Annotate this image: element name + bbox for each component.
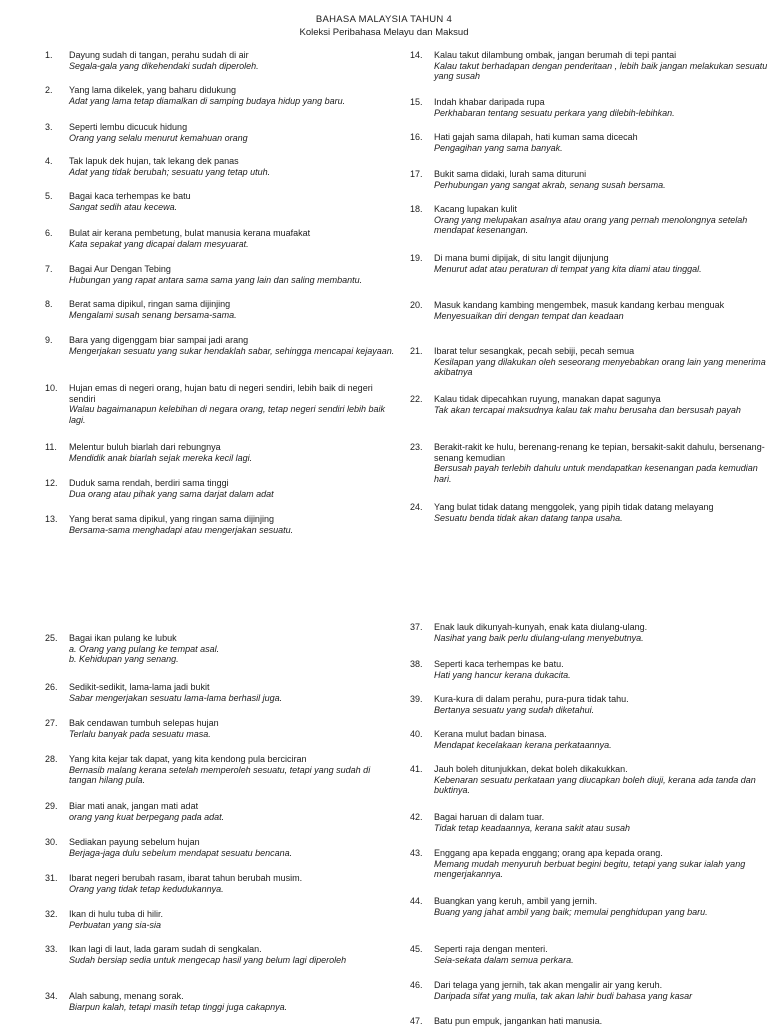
item-number: 40. [410, 729, 423, 739]
meaning-text: Sesuatu benda tidak akan datang tanpa usaha. [434, 512, 623, 523]
item-body [69, 991, 399, 1012]
meaning-text: Mengalami susah senang bersama-sama. [69, 309, 237, 320]
proverb-text: Berakit-rakit ke hulu, berenang-renang ke tepian, bersakit-sakit dahulu, bersenang-senang kemudian [434, 442, 765, 463]
item-body [69, 873, 399, 894]
proverb-text: Alah sabung, menang sorak. [69, 991, 184, 1001]
proverb-text: Kerana mulut badan binasa. [434, 729, 547, 739]
item-body [434, 300, 768, 321]
item-number: 9. [45, 335, 53, 345]
item-body [69, 191, 399, 212]
meaning-text: Walau bagaimanapun kelebihan di negara orang, tetap negeri sendiri lebih baik lagi. [69, 404, 386, 425]
meaning-text: Perhubungan yang sangat akrab, senang susah bersama. [434, 179, 666, 190]
item-body [434, 502, 768, 523]
item-body [69, 944, 399, 965]
item-number: 44. [410, 896, 423, 906]
meaning-text: Nasihat yang baik perlu diulang-ulang menyebutnya. [434, 632, 644, 643]
meaning-text: Bertanya sesuatu yang sudah diketahui. [434, 704, 595, 715]
meaning-text: Sudah bersiap sedia untuk mengecap hasil yang belum lagi diperoleh [69, 954, 347, 965]
item-body [69, 754, 399, 786]
proverb-text: Buangkan yang keruh, ambil yang jernih. [434, 896, 598, 906]
item-body [69, 228, 399, 249]
meaning-text: Hubungan yang rapat antara sama sama yang lain dan saling membantu. [69, 274, 363, 285]
item-body [69, 837, 399, 858]
item-body [434, 659, 768, 680]
item-body [434, 50, 768, 82]
item-body [434, 812, 768, 833]
item-number: 19. [410, 253, 423, 263]
proverb-text: Kalau tidak dipecahkan ruyung, manakan dapat sagunya [434, 394, 661, 404]
item-body [69, 85, 399, 106]
meaning-text: Kalau takut berhadapan dengan penderitaan , lebih baik jangan melakukan sesuatu yang susah [434, 60, 768, 81]
meaning-text: Tidak tetap keadaannya, kerana sakit atau susah [434, 822, 631, 833]
proverb-text: Di mana bumi dipijak, di situ langit dijunjung [434, 253, 609, 263]
item-number: 12. [45, 478, 58, 488]
item-number: 5. [45, 191, 53, 201]
item-number: 23. [410, 442, 423, 452]
item-number: 10. [45, 383, 58, 393]
item-number: 39. [410, 694, 423, 704]
meaning-text: Pengagihan yang sama banyak. [434, 142, 563, 153]
proverb-text: Melentur buluh biarlah dari rebungnya [69, 442, 221, 452]
proverb-text: Masuk kandang kambing mengembek, masuk kandang kerbau menguak [434, 300, 725, 310]
item-number: 46. [410, 980, 423, 990]
meaning-text: Bernasib malang kerana setelah memperoleh sesuatu, tetapi yang sudah di tangan hilang pula. [69, 764, 371, 785]
item-body [69, 122, 399, 143]
proverb-text: Bak cendawan tumbuh selepas hujan [69, 718, 219, 728]
proverb-text: Yang lama dikelek, yang baharu didukung [69, 85, 236, 95]
proverb-text: Kalau takut dilambung ombak, jangan berumah di tepi pantai [434, 50, 677, 60]
item-number: 28. [45, 754, 58, 764]
item-body [434, 694, 768, 715]
item-body [434, 97, 768, 118]
meaning-text: Adat yang lama tetap diamalkan di samping budaya hidup yang baru. [69, 95, 346, 106]
item-body [69, 514, 399, 535]
item-number: 42. [410, 812, 423, 822]
item-body [434, 253, 768, 274]
proverb-text: Sedikit-sedikit, lama-lama jadi bukit [69, 682, 210, 692]
meaning-text: Hati yang hancur kerana dukacita. [434, 669, 571, 680]
meaning-text: a. Orang yang pulang ke tempat asal. [69, 643, 220, 654]
meaning-text: Bersusah payah terlebih dahulu untuk mendapatkan kesenangan pada kemudian hari. [434, 463, 758, 484]
meaning-text: Mendidik anak biarlah sejak mereka kecil lagi. [69, 452, 253, 463]
proverb-text: Indah khabar daripada rupa [434, 97, 545, 107]
item-body [69, 156, 399, 177]
meaning-text: Perbuatan yang sia-sia [69, 919, 162, 930]
proverb-text: Enak lauk dikunyah-kunyah, enak kata diulang-ulang. [434, 622, 648, 632]
meaning-text: Tak akan tercapai maksudnya kalau tak mahu berusaha dan bersusah payah [434, 404, 741, 415]
document-subtitle: Koleksi Peribahasa Melayu dan Maksud [299, 27, 469, 38]
item-number: 45. [410, 944, 423, 954]
proverb-text: Berat sama dipikul, ringan sama dijinjing [69, 299, 231, 309]
item-body [69, 442, 399, 463]
proverb-text: Ibarat telur sesangkak, pecah sebiji, pecah semua [434, 346, 635, 356]
item-number: 33. [45, 944, 58, 954]
proverb-text: Bara yang digenggam biar sampai jadi arang [69, 335, 249, 345]
proverb-text: Bagai Aur Dengan Tebing [69, 264, 171, 274]
proverb-text: Ikan di hulu tuba di hilir. [69, 909, 164, 919]
item-body [434, 346, 768, 378]
item-body [69, 299, 399, 320]
item-number: 7. [45, 264, 53, 274]
proverb-text: Bagai kaca terhempas ke batu [69, 191, 191, 201]
item-body [434, 896, 768, 917]
item-number: 22. [410, 394, 423, 404]
proverb-text: Tak lapuk dek hujan, tak lekang dek panas [69, 156, 239, 166]
proverb-text: Bagai haruan di dalam tuar. [434, 812, 545, 822]
meaning-text: Dua orang atau pihak yang sama darjat dalam adat [69, 488, 274, 499]
item-body [69, 633, 399, 665]
item-number: 8. [45, 299, 53, 309]
proverb-text: Duduk sama rendah, berdiri sama tinggi [69, 478, 229, 488]
item-number: 34. [45, 991, 58, 1001]
item-body [434, 394, 768, 415]
meaning-text: Adat yang tidak berubah; sesuatu yang tetap utuh. [69, 166, 271, 177]
item-body [69, 383, 399, 425]
item-number: 2. [45, 85, 53, 95]
item-number: 31. [45, 873, 58, 883]
item-number: 13. [45, 514, 58, 524]
item-body [69, 335, 399, 356]
meaning-text: Terlalu banyak pada sesuatu masa. [69, 728, 211, 739]
meaning-text: Orang yang tidak tetap kedudukannya. [69, 883, 224, 894]
item-number: 14. [410, 50, 423, 60]
item-body [434, 204, 768, 236]
meaning-text: Seia-sekata dalam semua perkara. [434, 954, 574, 965]
item-number: 21. [410, 346, 423, 356]
item-number: 24. [410, 502, 423, 512]
meaning-text: b. Kehidupan yang senang. [69, 654, 179, 664]
item-body [69, 801, 399, 822]
item-number: 4. [45, 156, 53, 166]
proverb-text: Ibarat negeri berubah rasam, ibarat tahun berubah musim. [69, 873, 303, 883]
item-body [434, 1016, 768, 1027]
item-body [434, 622, 768, 643]
proverb-text: Yang kita kejar tak dapat, yang kita kendong pula berciciran [69, 754, 307, 764]
item-number: 29. [45, 801, 58, 811]
proverb-text: Ikan lagi di laut, lada garam sudah di sengkalan. [69, 944, 262, 954]
meaning-text: Buang yang jahat ambil yang baik; memulai penghidupan yang baru. [434, 906, 708, 917]
proverb-text: Biar mati anak, jangan mati adat [69, 801, 199, 811]
proverb-text: Bagai ikan pulang ke lubuk [69, 633, 177, 643]
meaning-text: Orang yang selalu menurut kemahuan orang [69, 132, 248, 143]
item-number: 43. [410, 848, 423, 858]
meaning-text: Mendapat kecelakaan kerana perkataannya. [434, 739, 612, 750]
proverb-text: Hujan emas di negeri orang, hujan batu di negeri sendiri, lebih baik di negeri sendiri [69, 383, 373, 404]
item-number: 18. [410, 204, 423, 214]
proverb-text: Jauh boleh ditunjukkan, dekat boleh dikakukkan. [434, 764, 628, 774]
proverb-text: Seperti lembu dicucuk hidung [69, 122, 188, 132]
item-number: 15. [410, 97, 423, 107]
item-number: 38. [410, 659, 423, 669]
item-number: 17. [410, 169, 423, 179]
proverb-text: Kura-kura di dalam perahu, pura-pura tidak tahu. [434, 694, 629, 704]
meaning-text: Memang mudah menyuruh berbuat begini begitu, tetapi yang sukar ialah yang mengerjakannya. [434, 858, 746, 879]
item-number: 1. [45, 50, 53, 60]
item-number: 32. [45, 909, 58, 919]
proverb-text: Dayung sudah di tangan, perahu sudah di air [69, 50, 249, 60]
item-body [434, 944, 768, 965]
proverb-text: Sediakan payung sebelum hujan [69, 837, 200, 847]
item-body [434, 848, 768, 880]
meaning-text: Orang yang melupakan asalnya atau orang yang pernah menolongnya setelah mendapat kesenangan. [434, 214, 748, 235]
item-number: 11. [45, 442, 57, 452]
item-number: 3. [45, 122, 53, 132]
item-body [434, 980, 768, 1001]
item-body [69, 50, 399, 71]
proverb-text: Bulat air kerana pembetung, bulat manusia kerana muafakat [69, 228, 311, 238]
item-number: 41. [410, 764, 423, 774]
meaning-text: Kata sepakat yang dicapai dalam mesyuarat. [69, 238, 249, 249]
proverb-text: Seperti kaca terhempas ke batu. [434, 659, 564, 669]
item-body [434, 729, 768, 750]
item-body [69, 682, 399, 703]
meaning-text: Perkhabaran tentang sesuatu perkara yang dilebih-lebihkan. [434, 107, 675, 118]
meaning-text: Berjaga-jaga dulu sebelum mendapat sesuatu bencana. [69, 847, 293, 858]
item-body [434, 169, 768, 190]
item-number: 25. [45, 633, 58, 643]
meaning-text: Menurut adat atau peraturan di tempat yang kita diami atau tinggal. [434, 263, 702, 274]
proverb-text: Yang bulat tidak datang menggolek, yang pipih tidak datang melayang [434, 502, 714, 512]
item-body [69, 264, 399, 285]
meaning-text: Sangat sedih atau kecewa. [69, 201, 178, 212]
document-title: BAHASA MALAYSIA TAHUN 4 [315, 14, 453, 25]
item-number: 16. [410, 132, 423, 142]
meaning-text: Menyesuaikan diri dengan tempat dan keadaan [434, 310, 624, 321]
item-body [69, 478, 399, 499]
item-number: 20. [410, 300, 423, 310]
meaning-text: orang yang kuat berpegang pada adat. [69, 811, 225, 822]
item-body [434, 132, 768, 153]
meaning-text: Mengerjakan sesuatu yang sukar hendaklah sabar, sehingga mencapai kejayaan. [69, 345, 395, 356]
meaning-text: Biarpun kalah, tetapi masih tetap tinggi juga cakapnya. [69, 1001, 288, 1012]
item-number: 6. [45, 228, 53, 238]
item-body [434, 442, 768, 484]
item-number: 26. [45, 682, 58, 692]
proverb-text: Enggang apa kepada enggang; orang apa kepada orang. [434, 848, 663, 858]
proverb-text: Bukit sama didaki, lurah sama dituruni [434, 169, 587, 179]
item-body [434, 764, 768, 796]
item-body [69, 718, 399, 739]
meaning-text: Segala-gala yang dikehendaki sudah diperoleh. [69, 60, 259, 71]
proverb-text: Kacang lupakan kulit [434, 204, 518, 214]
meaning-text: Sabar mengerjakan sesuatu lama-lama berhasil juga. [69, 692, 283, 703]
item-number: 37. [410, 622, 423, 632]
proverb-text: Yang berat sama dipikul, yang ringan sama dijinjing [69, 514, 274, 524]
item-number: 27. [45, 718, 58, 728]
item-number: 47. [410, 1016, 423, 1026]
proverb-text: Dari telaga yang jernih, tak akan mengalir air yang keruh. [434, 980, 663, 990]
meaning-text: Bersama-sama menghadapi atau mengerjakan sesuatu. [69, 524, 294, 535]
item-body [69, 909, 399, 930]
item-number: 30. [45, 837, 58, 847]
proverb-text: Hati gajah sama dilapah, hati kuman sama dicecah [434, 132, 638, 142]
meaning-text: Kesilapan yang dilakukan oleh seseorang menyebabkan orang lain yang menerima akibatnya [434, 356, 766, 377]
proverb-text: Seperti raja dengan menteri. [434, 944, 548, 954]
proverb-text: Batu pun empuk, jangankan hati manusia. [434, 1016, 603, 1026]
meaning-text: Daripada sifat yang mulia, tak akan lahir budi bahasa yang kasar [434, 990, 693, 1001]
meaning-text: Kebenaran sesuatu perkataan yang diucapkan boleh diuji, kerana ada tanda dan buktinya. [434, 774, 756, 795]
document-header [0, 13, 768, 39]
